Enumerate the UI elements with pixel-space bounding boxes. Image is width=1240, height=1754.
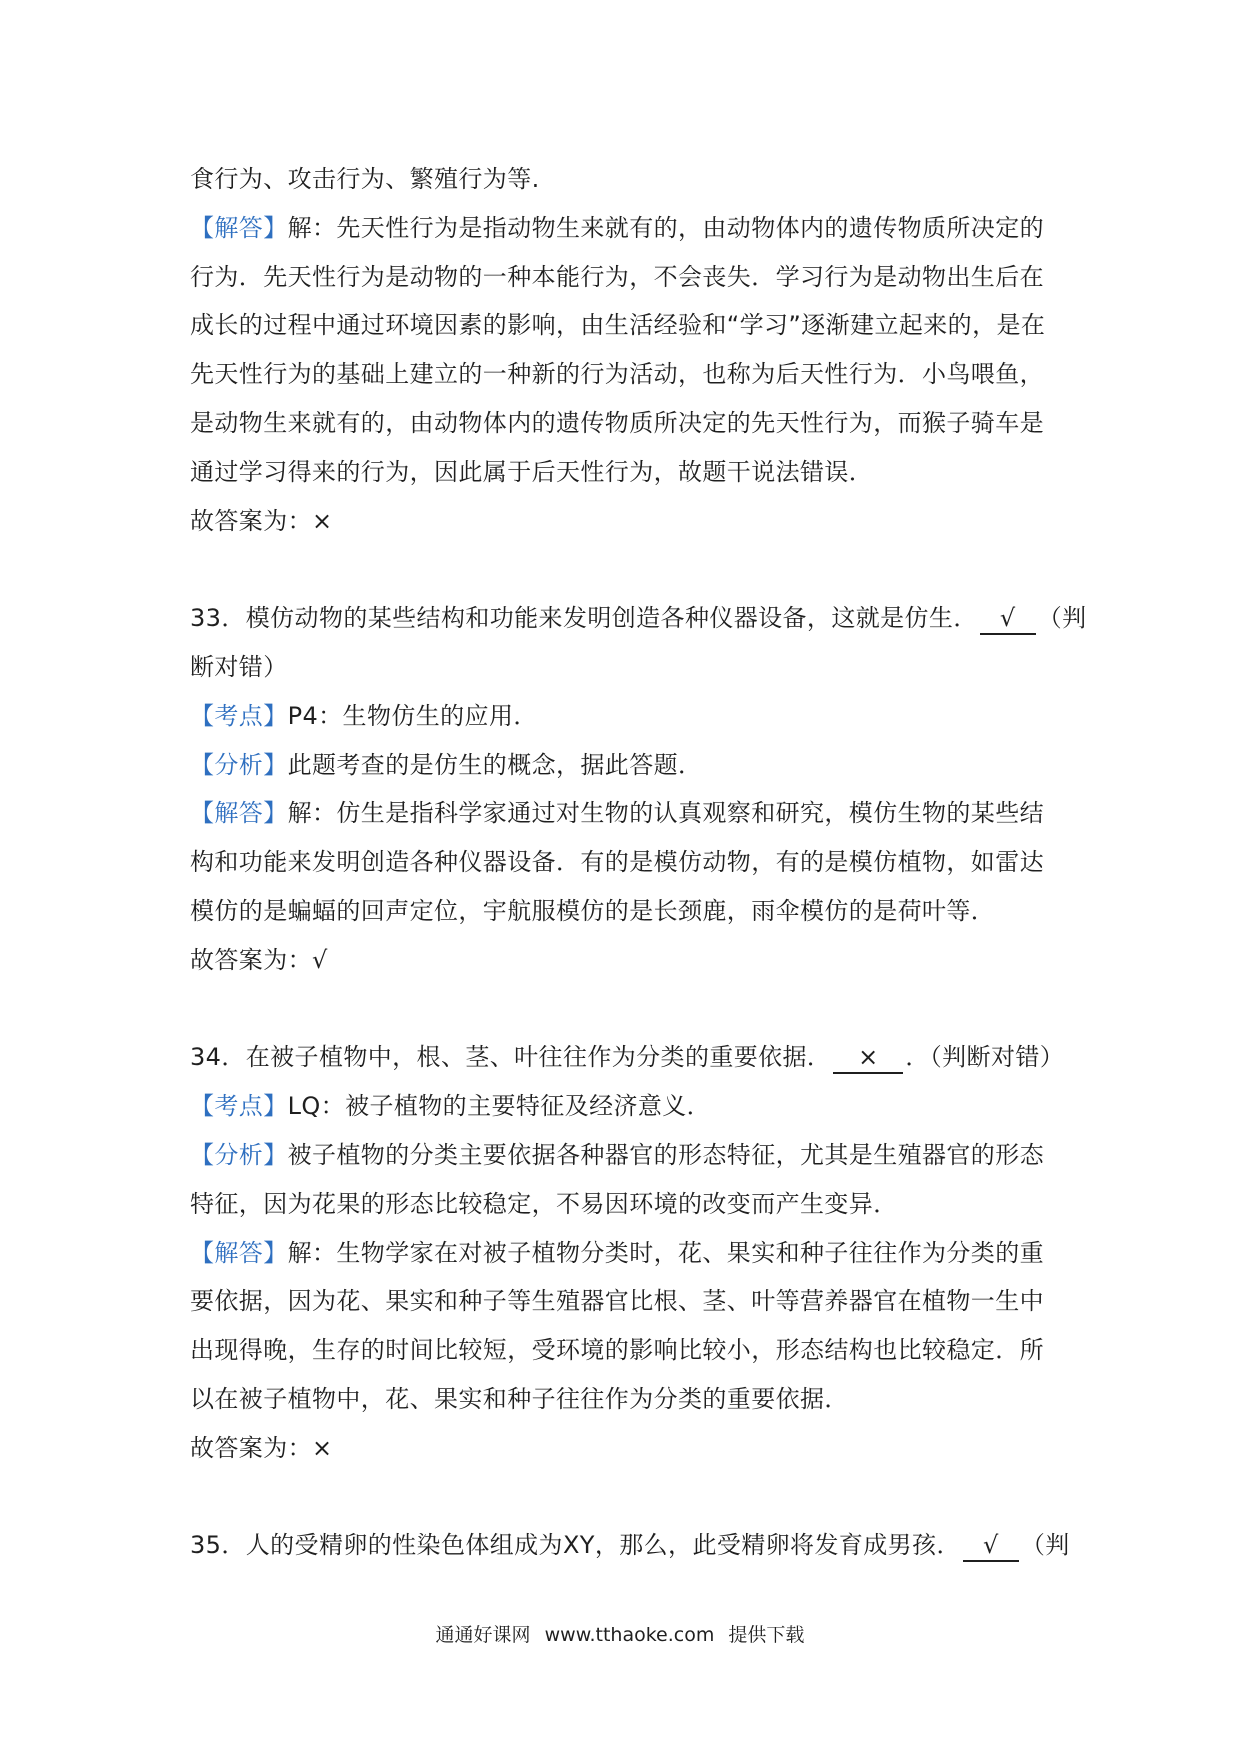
q34-jieda-line: 出现得晚，生存的时间比较短，受环境的影响比较小，形态结构也比较稳定．所 — [190, 1336, 1044, 1365]
q33-kaodian — [190, 692, 1058, 741]
q34-answer-blank: × — [833, 1042, 903, 1074]
fenxi-text: 被子植物的分类主要依据各种器官的形态特征，尤其是生殖器官的形态 — [287, 1140, 1045, 1169]
q35-stem-text: 35．人的受精卵的性染色体组成为XY，那么，此受精卵将发育成男孩． — [190, 1531, 961, 1560]
q33-fenxi — [190, 741, 1058, 790]
q34-fenxi — [190, 1131, 1058, 1180]
kaodian-text: LQ：被子植物的主要特征及经济意义． — [287, 1092, 712, 1121]
q34-fenxi-line: 特征，因为花果的形态比较稳定，不易因环境的改变而产生变异． — [190, 1189, 898, 1218]
q34-kaodian — [190, 1082, 1058, 1131]
spacer — [190, 545, 1058, 594]
q35-stem — [190, 1521, 1070, 1570]
prev-jieda-line: 成长的过程中通过环境因素的影响，由生活经验和“学习”逐渐建立起来的，是在 — [190, 311, 1046, 340]
fenxi-tag: 【分析】 — [190, 750, 288, 779]
prev-jieda-line: 通过学习得来的行为，因此属于后天性行为，故题干说法错误． — [190, 457, 874, 486]
prev-jieda-line: 是动物生来就有的，由动物体内的遗传物质所决定的先天性行为，而猴子骑车是 — [190, 408, 1044, 437]
kaodian-text: P4：生物仿生的应用． — [287, 701, 538, 730]
prev-jieda-line: 行为．先天性行为是动物的一种本能行为，不会丧失．学习行为是动物出生后在 — [190, 262, 1044, 291]
page-content — [190, 155, 1087, 1570]
jieda-text: 解：先天性行为是指动物生来就有的，由动物体内的遗传物质所决定的 — [287, 213, 1045, 242]
prev-jieda-line — [190, 204, 1058, 253]
kaodian-tag: 【考点】 — [190, 701, 288, 730]
q33-jieda-line: 构和功能来发明创造各种仪器设备．有的是模仿动物，有的是模仿植物，如雷达 — [190, 848, 1044, 877]
spacer — [190, 985, 1058, 1034]
q33-jieda — [190, 789, 1058, 838]
fenxi-tag: 【分析】 — [190, 1140, 288, 1169]
q34-stem-text: 34．在被子植物中，根、茎、叶往往作为分类的重要依据． — [190, 1043, 832, 1072]
prev-answer-line: 食行为、攻击行为、繁殖行为等. — [190, 165, 540, 193]
page-footer — [0, 1620, 1240, 1647]
q33-suffix: （判 — [1037, 604, 1087, 633]
q34-jieda-line: 要依据，因为花、果实和种子等生殖器官比根、茎、叶等营养器官在植物一生中 — [190, 1287, 1044, 1316]
prev-jieda-line: 先天性行为的基础上建立的一种新的行为活动，也称为后天性行为．小鸟喂鱼， — [190, 360, 1044, 389]
q33-stem — [190, 594, 1087, 643]
q33-final-answer: 故答案为：√ — [190, 945, 328, 974]
prev-final-answer: 故答案为：× — [190, 506, 333, 535]
q34-final-answer: 故答案为：× — [190, 1433, 333, 1462]
jieda-tag: 【解答】 — [190, 213, 288, 242]
jieda-tag: 【解答】 — [190, 799, 288, 828]
footer-site-name: 通通好课网 — [435, 1624, 531, 1646]
q34-jieda — [190, 1229, 1058, 1278]
q35-answer-blank: √ — [963, 1530, 1019, 1562]
footer-url[interactable]: www.tthaoke.com — [544, 1624, 715, 1646]
jieda-text: 解：生物学家在对被子植物分类时，花、果实和种子往往作为分类的重 — [287, 1238, 1045, 1267]
kaodian-tag: 【考点】 — [190, 1092, 288, 1121]
q33-stem-cont: 断对错） — [190, 652, 288, 681]
q34-stem — [190, 1033, 1065, 1082]
q35-suffix: （判 — [1020, 1531, 1070, 1560]
jieda-text: 解：仿生是指科学家通过对生物的认真观察和研究，模仿生物的某些结 — [287, 799, 1045, 828]
q33-stem-text: 33．模仿动物的某些结构和功能来发明创造各种仪器设备，这就是仿生． — [190, 604, 978, 633]
jieda-tag: 【解答】 — [190, 1238, 288, 1267]
spacer — [190, 1473, 1058, 1522]
q33-answer-blank: √ — [980, 603, 1036, 635]
q34-suffix: ．（判断对错） — [905, 1043, 1065, 1072]
q33-jieda-line: 模仿的是蝙蝠的回声定位，宇航服模仿的是长颈鹿，雨伞模仿的是荷叶等． — [190, 896, 996, 925]
footer-note: 提供下载 — [728, 1624, 805, 1646]
q34-jieda-line: 以在被子植物中，花、果实和种子往往作为分类的重要依据． — [190, 1384, 849, 1413]
fenxi-text: 此题考查的是仿生的概念，据此答题． — [287, 750, 703, 779]
